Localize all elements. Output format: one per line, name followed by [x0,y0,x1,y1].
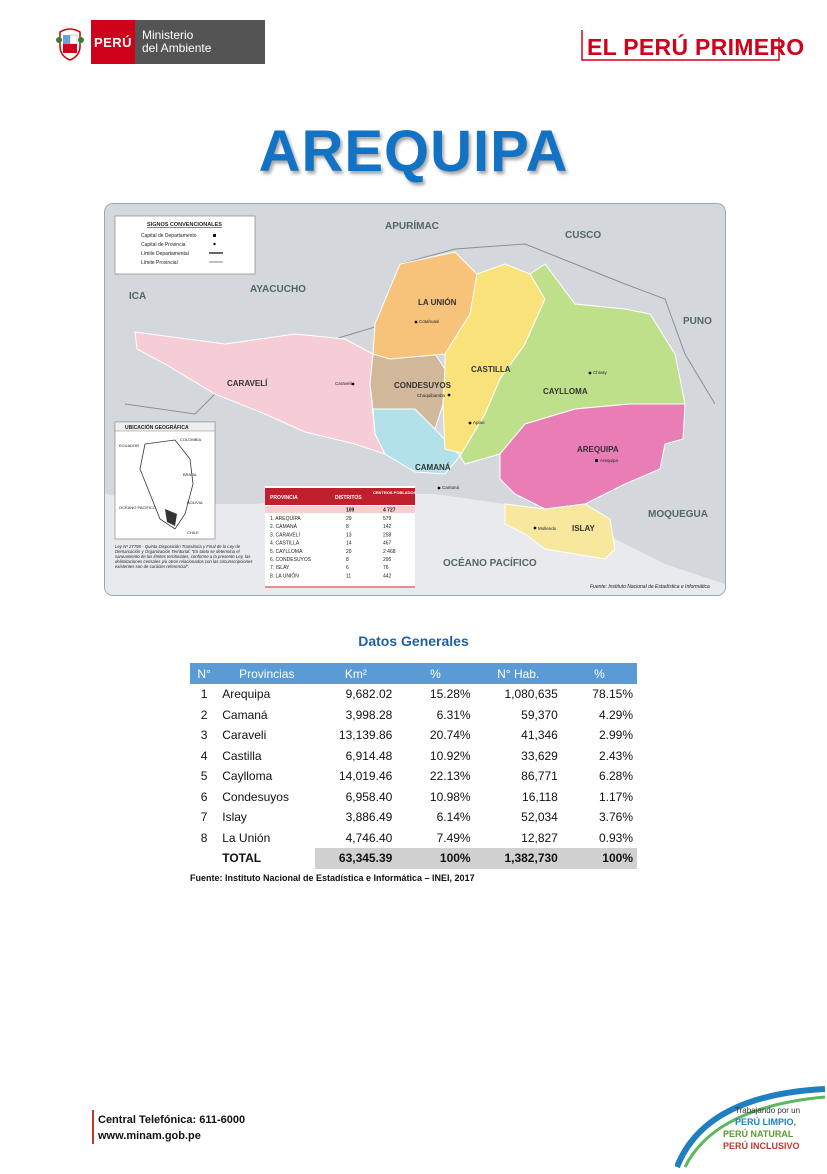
peru-logo: PERÚ [91,20,135,64]
svg-text:Límite Provincial: Límite Provincial [141,260,178,266]
arequipa-map [104,203,726,596]
footer-website[interactable]: www.minam.gob.pe [98,1130,201,1142]
row-province: Condesuyos [222,789,289,804]
svg-text:Capital de Provincia: Capital de Provincia [141,242,186,248]
table-row [190,725,637,746]
table-row [190,828,637,849]
ministry-logo [135,20,265,64]
header-provinces: Provincias [218,663,315,684]
row-population: 52,034 [521,810,558,825]
capital-label: Chivay [593,370,607,375]
total-province: TOTAL [222,851,262,866]
row-population: 33,629 [521,748,558,763]
svg-text:4 727: 4 727 [383,507,396,514]
ministry-name-line1: Ministerio [142,28,194,42]
row-area-percent: 10.98% [429,789,471,804]
mini-table-cell: 142 [383,524,392,531]
table-total-row [190,848,637,869]
total-area-percent: 100% [396,848,474,869]
mini-table-cell: 11 [346,573,352,580]
mini-table-cell: 7. ISLAY [270,565,290,572]
map-source: Fuente: Instituto Nacional de Estadística e Informática [590,584,710,590]
neighbor-label: AYACUCHO [250,284,306,295]
row-area: 14,019.46 [338,769,393,784]
row-population: 86,771 [521,769,558,784]
row-number: 8 [200,830,208,845]
capital-label: Chuquibamba [417,393,446,398]
province-label: CASTILLA [471,365,511,374]
mini-table-cell: 20 [346,548,352,555]
row-area: 4,746.40 [345,830,393,845]
page-title: AREQUIPA [258,119,569,184]
mini-table-cell: 2 468 [383,548,396,555]
table-title: Datos Generales [358,633,469,649]
neighbor-label: APURÍMAC [385,221,439,232]
mini-table-cell: 8. LA UNIÓN [270,573,299,580]
location-inset [115,422,215,539]
province-label: AREQUIPA [577,445,619,454]
svg-text:DISTRITOS: DISTRITOS [335,495,362,501]
province-label: CONDESUYOS [394,381,451,390]
capital-label: Camaná [442,485,460,490]
neighbor-label: PUNO [683,316,712,327]
row-number: 3 [200,728,208,743]
province-label: CARAVELÍ [227,379,268,388]
footer-contact [98,1112,245,1144]
mini-table-cell: 1. AREQUIPA [270,516,301,522]
svg-text:UBICACIÓN GEOGRÁFICA: UBICACIÓN GEOGRÁFICA [125,425,189,431]
capital-label: Cotahuasi [419,319,440,324]
svg-text:BOLIVIA: BOLIVIA [187,500,203,505]
row-population: 41,346 [521,728,558,743]
table-row [190,787,637,808]
row-population: 16,118 [522,789,558,804]
mini-table-cell: 5. CAYLLOMA [270,548,303,555]
neighbor-label: OCÉANO PACÍFICO [443,558,537,569]
svg-text:Capital de Departamento: Capital de Departamento [141,233,197,239]
mini-table-cell: 8 [346,557,349,563]
row-province: Arequipa [222,687,271,702]
svg-text:BRASIL: BRASIL [183,472,198,477]
total-population: 1,382,730 [475,848,562,869]
table-row [190,766,637,787]
row-population-percent: 4.29% [598,707,633,722]
table-source: Fuente: Instituto Nacional de Estadística e Informática – INEI, 2017 [190,873,475,883]
mini-table-cell: 579 [383,516,392,522]
row-area-percent: 7.49% [436,830,471,845]
svg-text:ECUADOR: ECUADOR [119,443,140,448]
row-province: Islay [222,810,247,825]
row-population-percent: 2.99% [598,728,633,743]
row-province: Caraveli [222,728,267,743]
svg-text:PERÚ INCLUSIVO: PERÚ INCLUSIVO [723,1141,800,1151]
mini-table-cell: 4. CASTILLA [270,540,300,547]
row-population-percent: 2.43% [598,748,633,763]
table-row [190,746,637,767]
mini-table-cell: 6. CONDESUYOS [270,557,312,563]
province-label: LA UNIÓN [418,298,457,307]
row-number: 2 [200,707,208,722]
slogan-logo [579,27,805,65]
mini-table-cell: 2. CAMANÁ [270,524,297,531]
svg-text:SIGNOS CONVENCIONALES: SIGNOS CONVENCIONALES [147,222,222,228]
mini-table-cell: 258 [383,532,392,539]
row-population: 12,827 [521,830,558,845]
row-province: Camaná [222,707,268,722]
ministry-name-line2: del Ambiente [142,41,212,55]
row-population-percent: 78.15% [592,687,633,702]
peru-limpio-logo [675,1085,827,1169]
row-province: Caylloma [222,769,273,784]
row-population-percent: 6.28% [598,769,633,784]
mini-table-cell: 6 [346,565,349,572]
header-percent-pop: % [562,663,637,684]
total-area: 63,345.39 [315,848,396,869]
mini-table-cell: 3. CARAVELÍ [270,532,300,539]
row-area-percent: 10.92% [429,748,471,763]
slogan-text: EL PERÚ PRIMERO [587,34,805,60]
map-mini-table [265,486,417,588]
svg-text:Trabajando por un: Trabajando por un [735,1106,801,1115]
province-label: CAMANÁ [415,463,451,472]
row-number: 7 [200,810,208,825]
mini-table-cell: 8 [346,524,349,531]
row-area: 13,139.86 [338,728,393,743]
row-population-percent: 3.76% [598,810,633,825]
row-area-percent: 6.14% [436,810,471,825]
mini-table-cell: 29 [346,516,352,522]
row-area-percent: 20.74% [429,728,471,743]
table-row [190,684,637,705]
mini-table-cell: 13 [346,532,352,539]
row-area: 6,914.48 [345,748,393,763]
row-area: 3,998.28 [345,707,393,722]
total-population-percent: 100% [562,848,637,869]
row-population: 59,370 [521,707,558,722]
row-population: 1,080,635 [504,687,558,702]
header-inhabitants: N° Hab. [475,663,562,684]
row-number: 1 [200,687,208,702]
header-number: N° [190,663,218,684]
table-row [190,705,637,726]
footer-divider [92,1110,94,1144]
province-label: ISLAY [572,524,595,533]
capital-label: Caravelí [335,381,352,386]
svg-text:OCÉANO PACÍFICO: OCÉANO PACÍFICO [119,505,157,510]
neighbor-label: MOQUEGUA [648,509,708,520]
peru-coat-of-arms-icon [54,26,86,62]
mini-table-cell: 295 [383,557,392,563]
svg-text:PROVINCIA: PROVINCIA [270,495,298,501]
neighbor-label: CUSCO [565,230,602,241]
row-area-percent: 6.31% [436,707,471,722]
row-population-percent: 1.17% [598,789,633,804]
row-area-percent: 15.28% [429,687,471,702]
neighbor-label: ICA [129,291,147,302]
header-km2: Km² [315,663,396,684]
row-province: La Unión [222,830,271,845]
svg-text:PERÚ LIMPIO,: PERÚ LIMPIO, [735,1117,797,1127]
header-percent-area: % [396,663,474,684]
footer-phone: Central Telefónica: 611-6000 [98,1114,246,1126]
capital-label: Arequipa [600,458,619,463]
capital-label: Mollendo [538,526,557,531]
row-number: 4 [200,748,208,763]
mini-table-cell: 442 [383,573,392,580]
svg-text:Límite Departamental: Límite Departamental [141,251,189,257]
row-area: 9,682.02 [345,687,393,702]
table-row [190,807,637,828]
table-header-row [190,663,637,684]
mini-table-cell: 76 [383,565,389,572]
svg-text:109: 109 [346,507,355,514]
row-population-percent: 0.93% [598,830,633,845]
province-label: CAYLLOMA [543,387,588,396]
law-note: Ley Nº 27795 - Quinta Disposición Transitoria y Final de la Ley de Demarcación y Organización Territorial: "En tanto se determina el saneamiento de los límites territoriales, conforme a la presente Ley, las delimitaciones censales y/u otros relacionados con las circunscripciones existentes son de carácter referencial". [115,544,253,569]
svg-text:CENTROS POBLADOS: CENTROS POBLADOS [373,490,417,495]
map-legend [115,216,255,274]
general-data-table [190,663,637,869]
capital-label: Aplao [473,420,485,425]
mini-table-cell: 467 [383,540,392,547]
row-province: Castilla [222,748,262,763]
svg-text:CHILE: CHILE [187,530,199,535]
row-number: 5 [200,769,208,784]
svg-text:PERÚ NATURAL: PERÚ NATURAL [723,1129,794,1139]
row-area: 6,958.40 [345,789,393,804]
mini-table-cell: 14 [346,540,352,547]
row-number: 6 [200,789,208,804]
row-area-percent: 22.13% [429,769,471,784]
row-area: 3,886.49 [345,810,393,825]
total-number [190,848,218,869]
svg-text:COLOMBIA: COLOMBIA [180,437,202,442]
